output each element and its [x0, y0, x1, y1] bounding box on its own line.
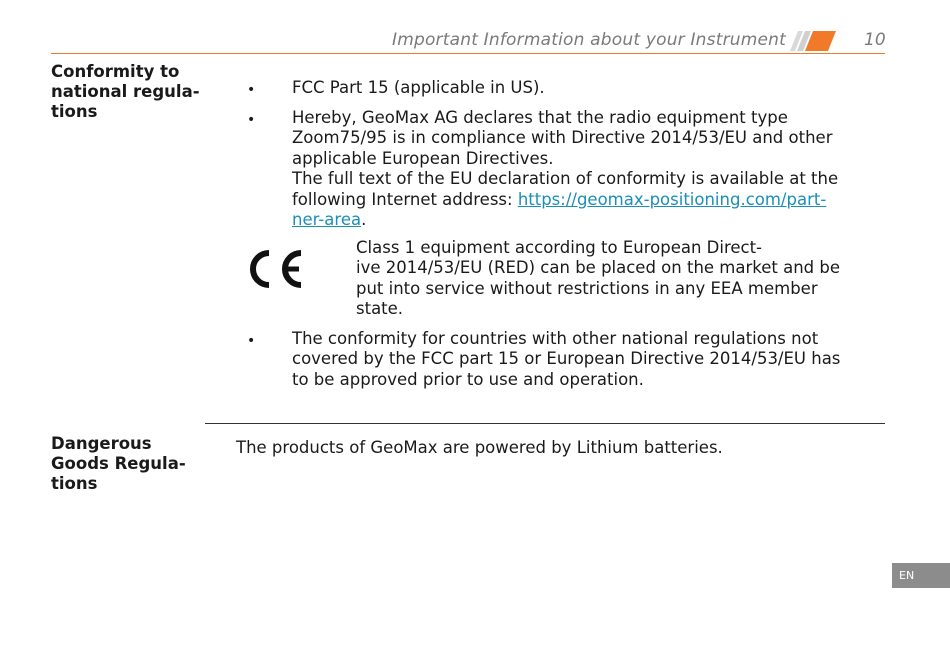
- fcc-bullet-text: FCC Part 15 (applicable in US).: [292, 78, 545, 97]
- eu-declaration-link-continued[interactable]: ner-area: [292, 210, 362, 230]
- page-header-title: Important Information about your Instrument: [391, 30, 786, 50]
- eu-declaration-text: Hereby, GeoMax AG declares that the radio equipment type Zoom75/95 is in compliance with Directive 2014/53/EU and other applicable European Directives. The full text of the EU declaration of conformity is available at the following Internet address: https://geomax-positioning.com/part- ner-area.: [292, 108, 839, 230]
- bullet-marker: •: [247, 333, 256, 349]
- lithium-battery-text: The products of GeoMax are powered by Lithium batteries.: [236, 438, 723, 457]
- section-heading-dangerous-goods: Dangerous Goods Regula- tions: [51, 434, 186, 493]
- bullet-marker: •: [247, 82, 256, 98]
- ce-class1-text: Class 1 equipment according to European Direct- ive 2014/53/EU (RED) can be placed on the market and be put into service without restrictions in any EEA member state.: [356, 238, 841, 319]
- page-number: 10: [864, 30, 886, 50]
- header-divider: [51, 53, 885, 54]
- language-tab[interactable]: EN: [892, 563, 950, 588]
- ce-mark-icon: [247, 248, 303, 290]
- other-regulations-text: The conformity for countries with other national regulations not covered by the FCC part 15 or European Directive 2014/53/EU has to be approved prior to use and operation.: [292, 329, 841, 389]
- section-divider: [205, 423, 885, 424]
- geomax-stripe-logo-icon: [790, 31, 836, 51]
- section-heading-conformity: Conformity to national regula- tions: [51, 62, 200, 121]
- bullet-marker: •: [247, 112, 256, 128]
- eu-declaration-link[interactable]: https://geomax-positioning.com/part-: [517, 189, 827, 209]
